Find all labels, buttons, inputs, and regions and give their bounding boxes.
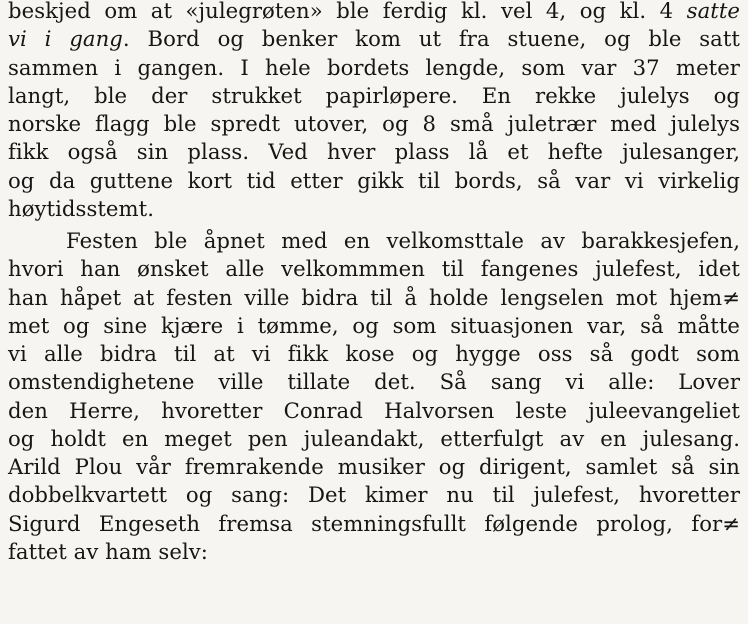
text-line [8, 538, 208, 566]
text-segment: fikk også sin plass. Ved hver plass lå et hefte julesanger, [8, 139, 740, 165]
text-segment: han håpet at festen ville bidra til å holde lengselen mot hjem≠ [8, 284, 740, 310]
text-segment: Sigurd Engeseth fremsa stemningsfullt følgende prolog, for≠ [8, 510, 740, 536]
text-segment: fattet av ham selv: [8, 538, 208, 564]
text-line [8, 255, 740, 283]
text-line [8, 54, 740, 82]
text-segment: langt, ble der strukket papirløpere. En rekke julelys og [8, 82, 740, 108]
text-segment: met og sine kjære i tømme, og som situasjonen var, så måtte [8, 312, 740, 338]
text-segment: og da guttene kort tid etter gikk til bords, så var vi virkelig [8, 167, 740, 193]
text-segment: hvori han ønsket alle velkommmen til fangenes julefest, idet [8, 256, 740, 282]
text-line [8, 284, 740, 312]
text-line [8, 82, 740, 110]
text-segment: dobbelkvartett og sang: Det kimer nu til julefest, hvoretter [8, 482, 740, 508]
text-line [8, 510, 740, 538]
text-line [66, 227, 740, 255]
text-segment: Festen ble åpnet med en velkomsttale av barakkesjefen, [66, 228, 740, 253]
italic-text-segment: vi i gang [8, 26, 123, 52]
italic-text-segment: satte [686, 0, 740, 23]
text-segment: . Bord og benker kom ut fra stuene, og ble satt [122, 26, 740, 52]
text-line [8, 110, 740, 138]
text-segment: høytidsstemt. [8, 195, 155, 221]
text-line [8, 340, 740, 368]
text-line [8, 25, 740, 53]
text-line [8, 0, 740, 25]
text-line [8, 195, 154, 223]
text-line [8, 481, 740, 509]
text-line [8, 397, 740, 425]
text-segment: beskjed om at «julegrøten» ble ferdig kl. vel 4, og kl. 4 [8, 0, 687, 23]
text-line [8, 312, 740, 340]
text-segment: og holdt en meget pen juleandakt, etterfulgt av en julesang. [8, 425, 740, 451]
text-line [8, 167, 740, 195]
text-segment: sammen i gangen. I hele bordets lengde, som var 37 meter [8, 54, 740, 80]
text-line [8, 138, 740, 166]
text-segment: omstendighetene ville tillate det. Så sang vi alle: Lover [8, 369, 740, 395]
text-segment: norske flagg ble spredt utover, og 8 små juletrær med julelys [8, 111, 740, 136]
text-line [8, 425, 740, 453]
text-segment: vi alle bidra til at vi fikk kose og hygge oss så godt som [8, 341, 740, 366]
text-segment: den Herre, hvoretter Conrad Halvorsen leste juleevangeliet [8, 397, 740, 423]
text-line [8, 453, 740, 481]
text-line [8, 368, 740, 396]
text-segment: Arild Plou vår fremrakende musiker og dirigent, samlet så sin [8, 454, 740, 479]
